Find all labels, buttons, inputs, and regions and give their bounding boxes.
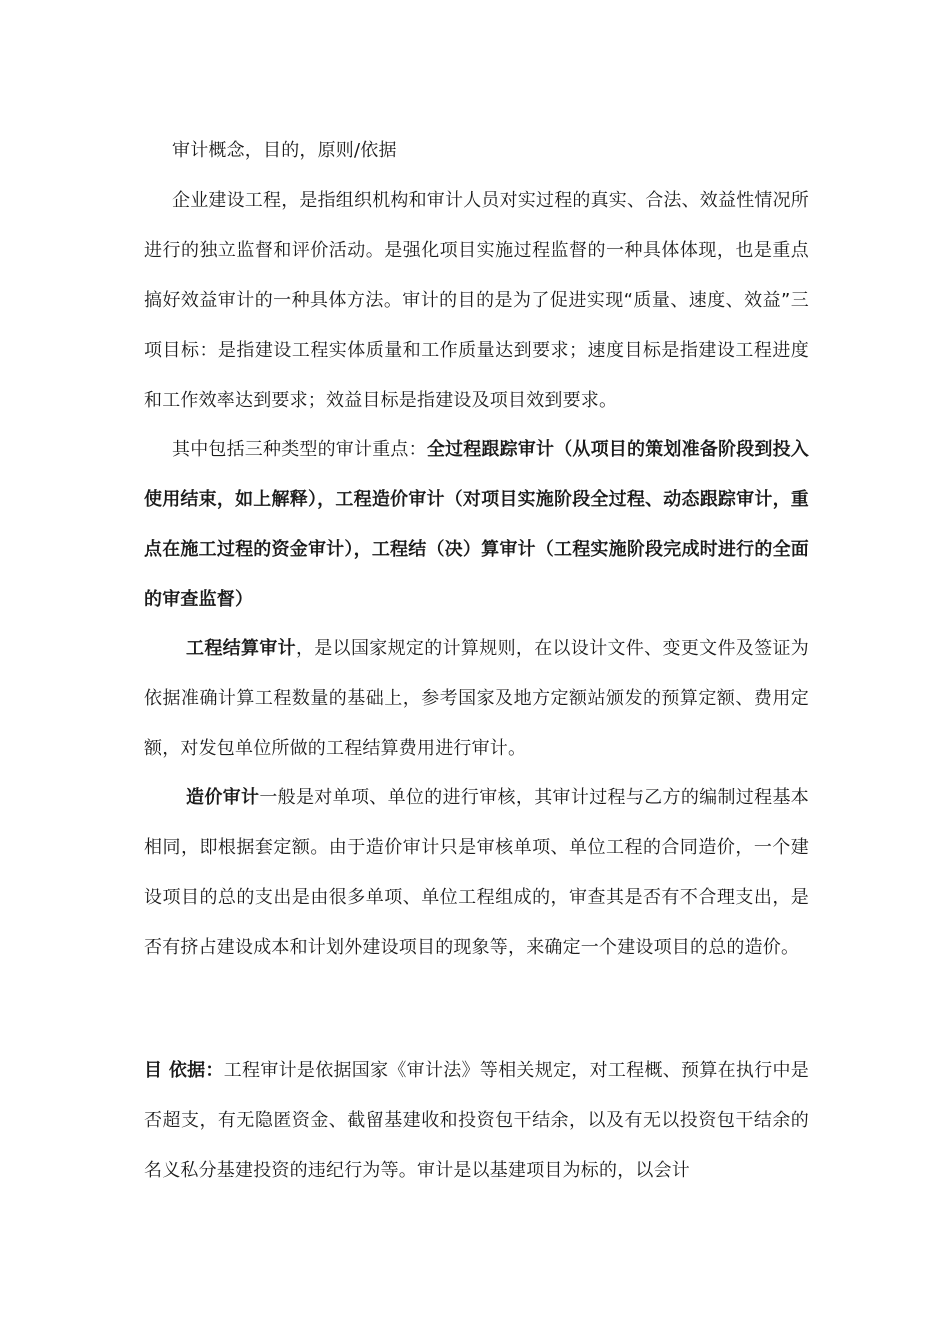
paragraph-audit-types <box>144 425 809 625</box>
paragraph-cost-audit <box>144 773 809 973</box>
audit-types-bold: 全过程跟踪审计（从项目的策划准备阶段到投入使用结束，如上解释），工程造价审计（对项目实施阶段全过程、动态跟踪审计，重点在施工过程的资金审计），工程结（决）算审计（工程实施阶段完成时进行的全面的审查监督） <box>144 439 810 610</box>
paragraph-settlement-audit <box>144 624 809 774</box>
basis-term: 目 依据： <box>144 1060 224 1081</box>
settlement-audit-term: 工程结算审计 <box>186 638 296 659</box>
paragraph-overview: 企业建设工程，是指组织机构和审计人员对实过程的真实、合法、效益性情况所进行的独立监督和评价活动。是强化项目实施过程监督的一种具体体现，也是重点搞好效益审计的一种具体方法。审计的目的是为了促进实现“质量、速度、效益”三项目标：是指建设工程实体质量和工作质量达到要求；速度目标是指建设工程进度和工作效率达到要求；效益目标是指建设及项目效到要求。 <box>144 190 809 411</box>
cost-audit-text: 一般是对单项、单位的进行审核，其审计过程与乙方的编制过程基本相同，即根据套定额。由于造价审计只是审核单项、单位工程的合同造价，一个建设项目的总的支出是由很多单项、单位工程组成的，审查其是否有不合理支出，是否有挤占建设成本和计划外建设项目的现象等，来确定一个建设项目的总的造价。 <box>144 787 809 958</box>
basis-text: 工程审计是依据国家《审计法》等相关规定，对工程概、预算在执行中是否超支，有无隐匿资金、截留基建收和投资包干结余，以及有无以投资包干结余的名义私分基建投资的违纪行为等。审计是以基建项目为标的，以会计 <box>144 1060 809 1181</box>
settlement-audit-text: ，是以国家规定的计算规则，在以设计文件、变更文件及签证为依据准确计算工程数量的基础上，参考国家及地方定额站颁发的预算定额、费用定额，对发包单位所做的工程结算费用进行审计。 <box>144 638 809 759</box>
paragraph-basis <box>144 1046 809 1196</box>
cost-audit-term: 造价审计 <box>186 787 260 808</box>
section-heading: 审计概念，目的，原则/依据 <box>172 140 397 161</box>
audit-types-lead: 其中包括三种类型的审计重点： <box>172 439 427 460</box>
